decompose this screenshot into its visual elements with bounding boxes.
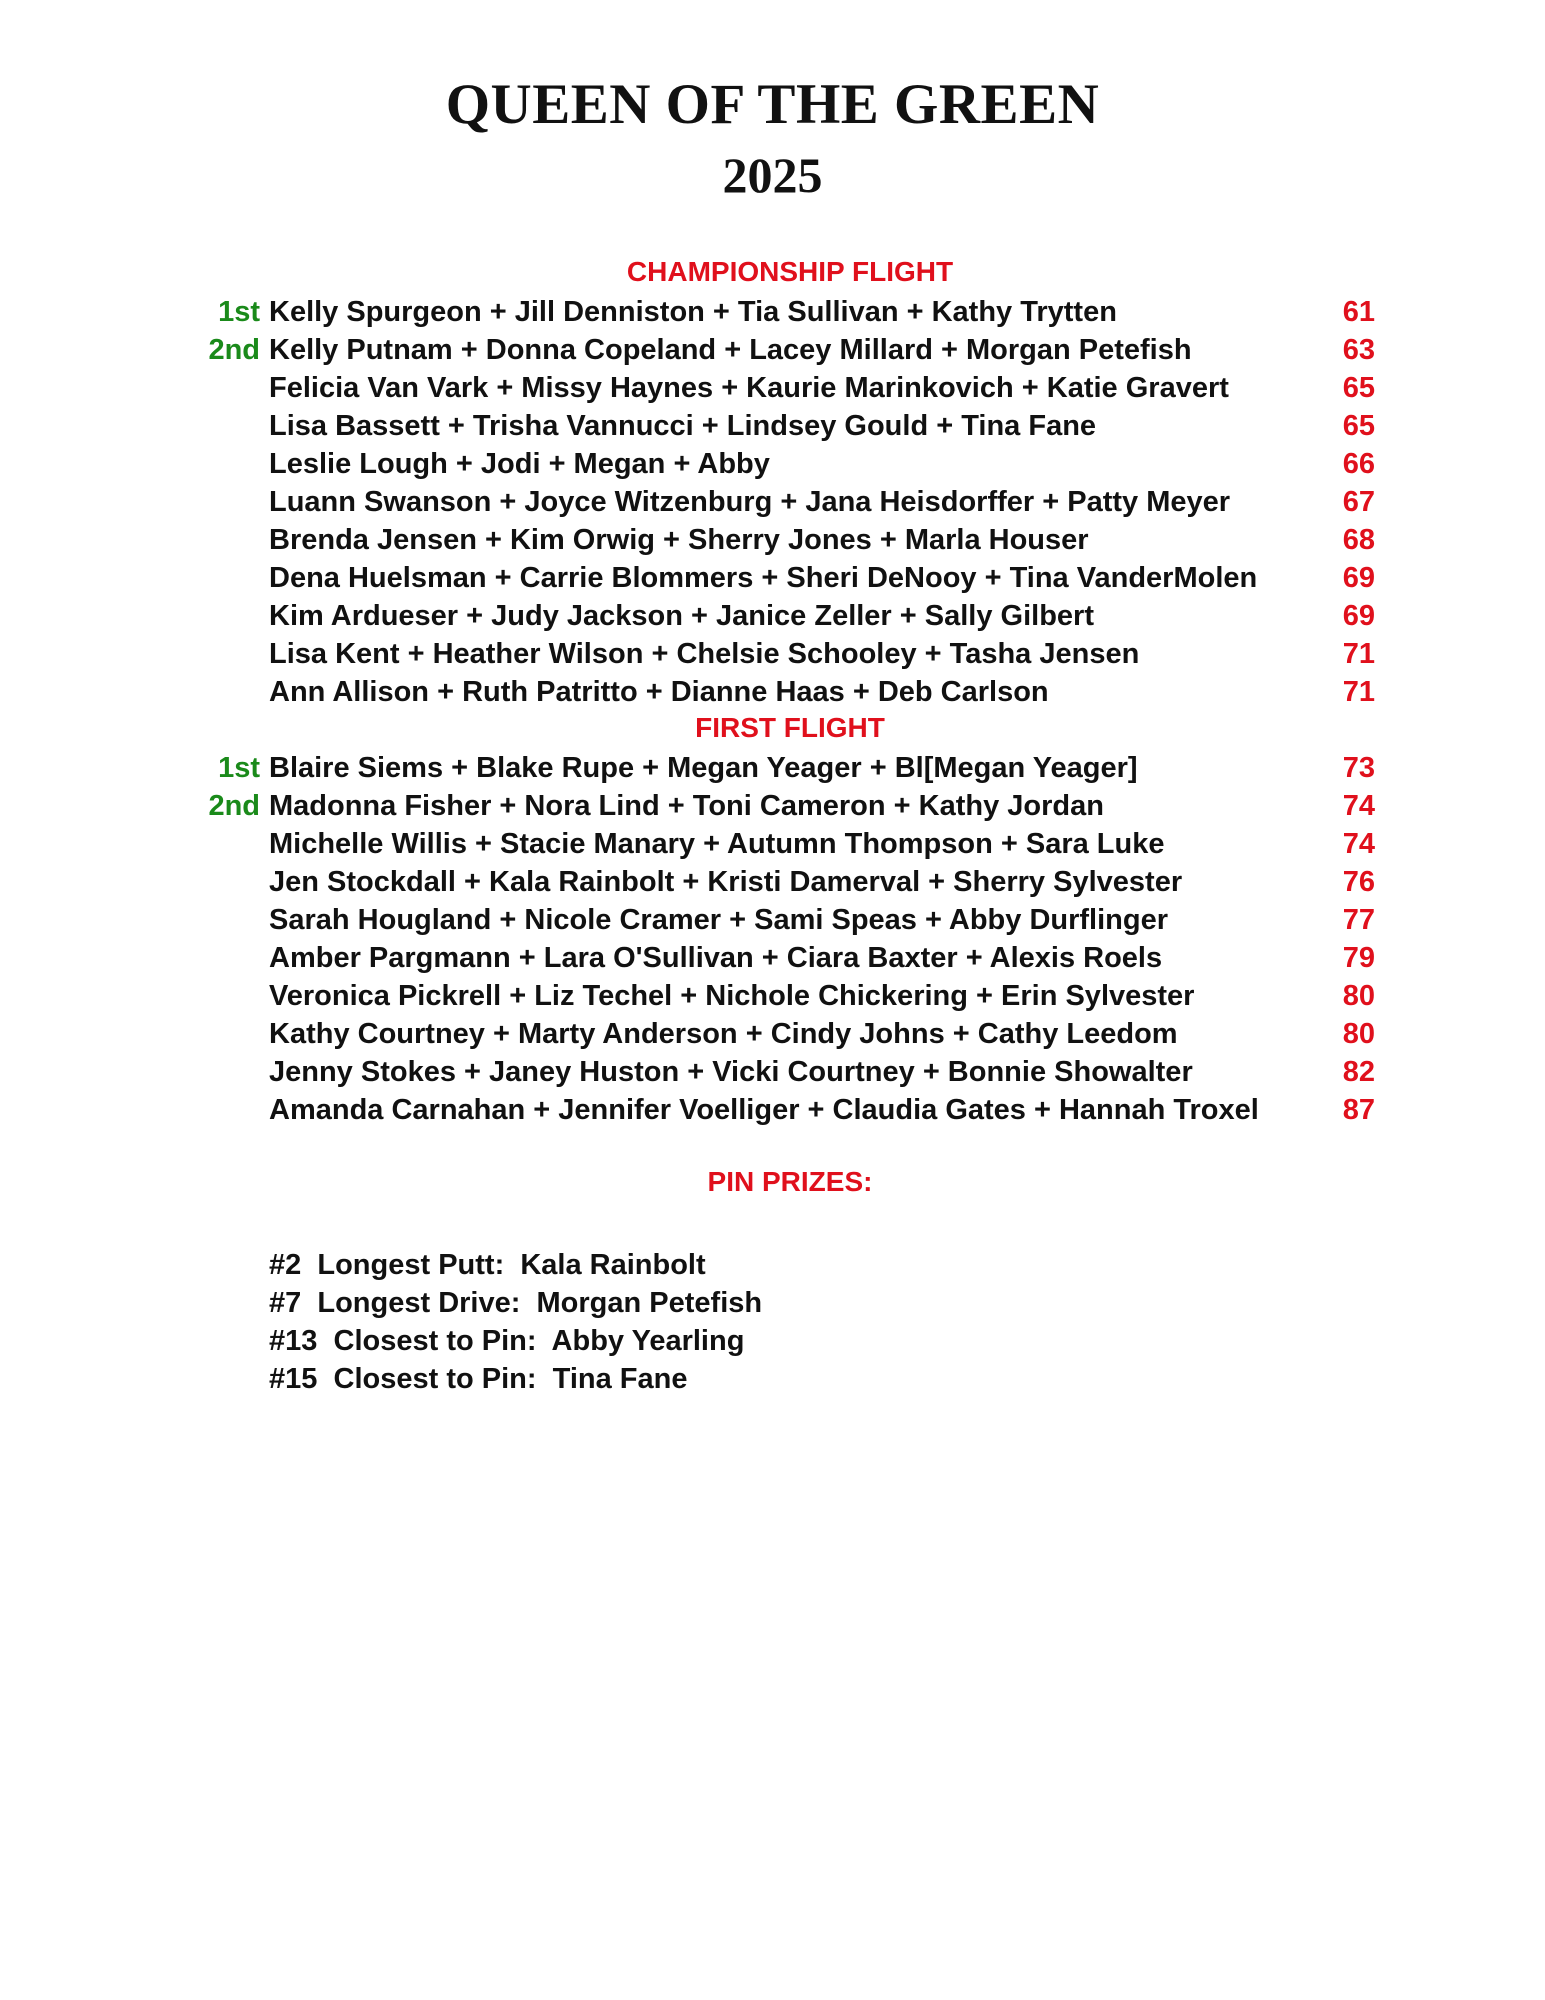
team-names: Jenny Stokes + Janey Huston + Vicki Courtney + Bonnie Showalter <box>269 1056 1193 1088</box>
team-names: Veronica Pickrell + Liz Techel + Nichole Chickering + Erin Sylvester <box>269 980 1195 1012</box>
pin-prize-item: #15 Closest to Pin: Tina Fane <box>269 1363 688 1395</box>
pin-prize-item: #13 Closest to Pin: Abby Yearling <box>269 1325 745 1357</box>
team-names: Amanda Carnahan + Jennifer Voelliger + Claudia Gates + Hannah Troxel <box>269 1094 1259 1126</box>
result-row <box>0 787 1545 825</box>
result-row <box>0 901 1545 939</box>
team-score: 69 <box>1342 562 1375 594</box>
team-score: 61 <box>1342 296 1375 328</box>
team-names: Lisa Kent + Heather Wilson + Chelsie Schooley + Tasha Jensen <box>269 638 1140 670</box>
result-row <box>0 331 1545 369</box>
page-year: 2025 <box>722 147 823 203</box>
team-names: Brenda Jensen + Kim Orwig + Sherry Jones + Marla Houser <box>269 524 1089 556</box>
first-flight-heading: FIRST FLIGHT <box>695 712 885 743</box>
team-score: 77 <box>1342 904 1375 936</box>
team-names: Amber Pargmann + Lara O'Sullivan + Ciara Baxter + Alexis Roels <box>269 942 1163 974</box>
team-score: 66 <box>1342 448 1375 480</box>
team-score: 73 <box>1342 752 1375 784</box>
result-row <box>0 1015 1545 1053</box>
team-names: Kim Ardueser + Judy Jackson + Janice Zeller + Sally Gilbert <box>269 600 1094 632</box>
team-score: 65 <box>1342 372 1375 404</box>
result-row <box>0 1091 1545 1129</box>
result-row <box>0 1053 1545 1091</box>
team-names: Sarah Hougland + Nicole Cramer + Sami Speas + Abby Durflinger <box>269 904 1168 936</box>
team-score: 69 <box>1342 600 1375 632</box>
championship-flight-heading: CHAMPIONSHIP FLIGHT <box>626 256 954 287</box>
pin-prize-item: #7 Longest Drive: Morgan Petefish <box>269 1287 763 1319</box>
team-names: Luann Swanson + Joyce Witzenburg + Jana Heisdorffer + Patty Meyer <box>269 486 1231 518</box>
page-title: QUEEN OF THE GREEN <box>445 73 1100 136</box>
team-names: Madonna Fisher + Nora Lind + Toni Cameron + Kathy Jordan <box>269 790 1104 822</box>
place-label: 1st <box>218 752 260 784</box>
result-row <box>0 863 1545 901</box>
result-row <box>0 673 1545 711</box>
result-row <box>0 293 1545 331</box>
team-score: 87 <box>1342 1094 1375 1126</box>
team-score: 63 <box>1342 334 1375 366</box>
team-score: 74 <box>1342 828 1375 860</box>
team-names: Blaire Siems + Blake Rupe + Megan Yeager + Bl[Megan Yeager] <box>269 752 1138 784</box>
team-score: 68 <box>1342 524 1375 556</box>
pin-prize-item: #2 Longest Putt: Kala Rainbolt <box>269 1249 706 1281</box>
team-names: Kelly Spurgeon + Jill Denniston + Tia Sullivan + Kathy Trytten <box>269 296 1117 328</box>
place-label: 2nd <box>208 334 260 366</box>
result-row <box>0 635 1545 673</box>
pin-prizes-heading: PIN PRIZES: <box>707 1166 873 1197</box>
result-row <box>0 559 1545 597</box>
championship-flight-results <box>0 293 1545 711</box>
team-score: 74 <box>1342 790 1375 822</box>
team-score: 71 <box>1342 638 1375 670</box>
result-row <box>0 369 1545 407</box>
first-flight-results <box>0 749 1545 1129</box>
team-names: Michelle Willis + Stacie Manary + Autumn Thompson + Sara Luke <box>269 828 1165 860</box>
team-score: 67 <box>1342 486 1375 518</box>
team-names: Leslie Lough + Jodi + Megan + Abby <box>269 448 770 480</box>
place-label: 2nd <box>208 790 260 822</box>
team-score: 76 <box>1342 866 1375 898</box>
result-row <box>0 977 1545 1015</box>
team-names: Kelly Putnam + Donna Copeland + Lacey Millard + Morgan Petefish <box>269 334 1192 366</box>
team-names: Ann Allison + Ruth Patritto + Dianne Haas + Deb Carlson <box>269 676 1049 708</box>
team-score: 80 <box>1342 980 1375 1012</box>
result-row <box>0 521 1545 559</box>
result-row <box>0 825 1545 863</box>
team-score: 82 <box>1342 1056 1375 1088</box>
team-score: 79 <box>1342 942 1375 974</box>
team-score: 65 <box>1342 410 1375 442</box>
pin-prizes-list <box>269 1246 762 1398</box>
result-row <box>0 939 1545 977</box>
result-row <box>0 749 1545 787</box>
result-row <box>0 597 1545 635</box>
result-row <box>0 483 1545 521</box>
team-names: Jen Stockdall + Kala Rainbolt + Kristi Damerval + Sherry Sylvester <box>269 866 1183 898</box>
team-names: Dena Huelsman + Carrie Blommers + Sheri DeNooy + Tina VanderMolen <box>269 562 1258 594</box>
team-score: 80 <box>1342 1018 1375 1050</box>
team-names: Felicia Van Vark + Missy Haynes + Kaurie Marinkovich + Katie Gravert <box>269 372 1229 404</box>
team-names: Kathy Courtney + Marty Anderson + Cindy Johns + Cathy Leedom <box>269 1018 1178 1050</box>
team-names: Lisa Bassett + Trisha Vannucci + Lindsey Gould + Tina Fane <box>269 410 1097 442</box>
place-label: 1st <box>218 296 260 328</box>
result-row <box>0 407 1545 445</box>
result-row <box>0 445 1545 483</box>
team-score: 71 <box>1342 676 1375 708</box>
